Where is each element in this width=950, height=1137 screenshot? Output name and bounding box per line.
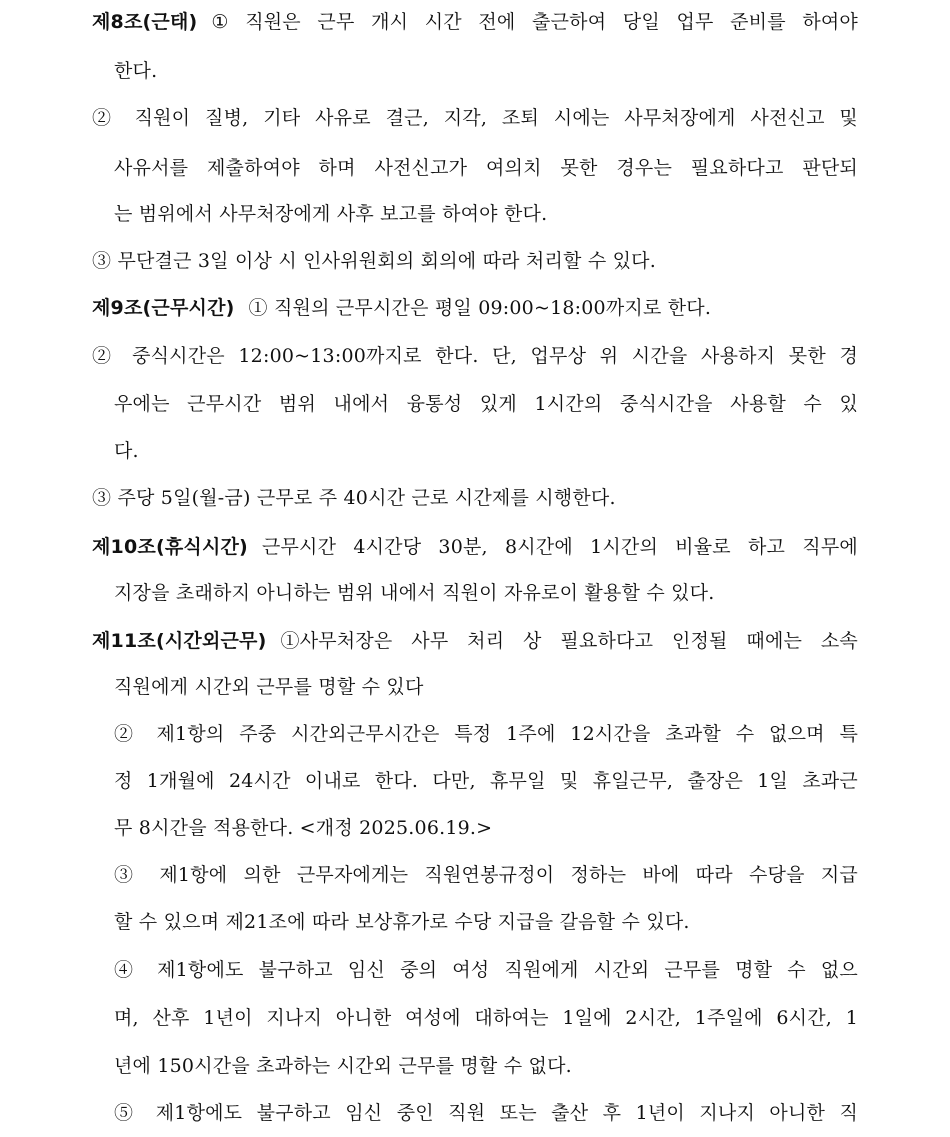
word: 시간 bbox=[424, 11, 462, 33]
article-11-p4-line-1: ④ 제1항에도 불구하고 임신 중의 여성 직원에게 시간외 근무를 명할 수 없으 bbox=[114, 959, 858, 981]
word: 준비를 bbox=[730, 11, 786, 33]
article-11-p3-line-1: ③ 제1항에 의한 근무자에게는 직원연봉규정이 정하는 바에 따라 수당을 지급 bbox=[114, 864, 858, 886]
word: 직무에 bbox=[802, 536, 858, 558]
article-8-p2-line-1: ② 직원이 질병, 기타 사유로 결근, 지각, 조퇴 시에는 사무처장에게 사전신고 및 bbox=[92, 107, 858, 129]
word: 업무 bbox=[676, 11, 714, 33]
article-9-p2-line-1: ② 중식시간은 12:00~13:00까지로 한다. 단, 업무상 위 시간을 사용하지 못한 경 bbox=[92, 345, 858, 367]
word: 30분, bbox=[438, 536, 488, 558]
word: 소속 bbox=[820, 630, 858, 652]
article-10-p1-text bbox=[262, 534, 858, 560]
word: 하고 bbox=[748, 536, 786, 558]
article-11-p4-line-3: 년에 150시간을 초과하는 시간외 근무를 명할 수 없다. bbox=[114, 1055, 572, 1077]
article-11-line-2: 직원에게 시간외 근무를 명할 수 있다 bbox=[114, 676, 424, 698]
article-10-line-1 bbox=[92, 534, 858, 560]
article-8-line-1 bbox=[92, 9, 858, 35]
word: 출근하여 bbox=[532, 11, 607, 33]
article-11-p2-line-1: ② 제1항의 주중 시간외근무시간은 특정 1주에 12시간을 초과할 수 없으며 특 bbox=[114, 723, 858, 745]
article-10-heading: 제10조(휴식시간) bbox=[92, 536, 248, 558]
word: 직원은 bbox=[245, 11, 301, 33]
article-8-heading: 제8조(근태) bbox=[92, 11, 198, 33]
article-8-p2-line-3: 는 범위에서 사무처장에게 사후 보고를 하여야 한다. bbox=[114, 203, 548, 225]
word: 당일 bbox=[622, 11, 660, 33]
word: 하여야 bbox=[802, 11, 858, 33]
article-9-p3-line-1: ③ 주당 5일(월-금) 근무로 주 40시간 근로 시간제를 시행한다. bbox=[92, 487, 616, 509]
word: 1시간의 bbox=[590, 536, 659, 558]
article-11-p5-line-1: ⑤ 제1항에도 불구하고 임신 중인 직원 또는 출산 후 1년이 지나지 아니한 직 bbox=[114, 1102, 858, 1124]
article-9-p2-line-3: 다. bbox=[114, 440, 139, 462]
article-11-p4-line-2: 며, 산후 1년이 지나지 아니한 여성에 대하여는 1일에 2시간, 1주일에 6시간, 1 bbox=[114, 1007, 858, 1029]
word: 때에는 bbox=[746, 630, 803, 652]
word: 사무 bbox=[411, 630, 449, 652]
article-9-line-1 bbox=[92, 295, 711, 321]
article-11-p3-line-2: 할 수 있으며 제21조에 따라 보상휴가로 수당 지급을 갈음할 수 있다. bbox=[114, 911, 690, 933]
word: 인정될 bbox=[671, 630, 728, 652]
word: 전에 bbox=[478, 11, 516, 33]
word: 8시간에 bbox=[504, 536, 573, 558]
article-8-p2-line-2: 사유서를 제출하여야 하며 사전신고가 여의치 못한 경우는 필요하다고 판단되 bbox=[114, 157, 858, 179]
article-9-p1-text: ① 직원의 근무시간은 평일 09:00~18:00까지로 한다. bbox=[248, 297, 712, 319]
word: 비율로 bbox=[675, 536, 731, 558]
word: 4시간당 bbox=[353, 536, 422, 558]
word: 필요하다고 bbox=[560, 630, 654, 652]
word: ① bbox=[211, 11, 229, 33]
word: 개시 bbox=[371, 11, 409, 33]
word: ①사무처장은 bbox=[280, 630, 393, 652]
article-9-p2-line-2: 우에는 근무시간 범위 내에서 융통성 있게 1시간의 중식시간을 사용할 수 있 bbox=[114, 393, 858, 415]
word: 처리 bbox=[467, 630, 505, 652]
article-11-p1-text bbox=[281, 628, 859, 654]
article-8-p1-text bbox=[211, 9, 858, 35]
article-11-p2-line-2: 정 1개월에 24시간 이내로 한다. 다만, 휴무일 및 휴일근무, 출장은 1일 초과근 bbox=[114, 770, 858, 792]
article-9-heading: 제9조(근무시간) bbox=[92, 297, 235, 319]
article-10-line-2: 지장을 초래하지 아니하는 범위 내에서 직원이 자유로이 활용할 수 있다. bbox=[114, 582, 715, 604]
word: 상 bbox=[523, 630, 542, 652]
article-8-p3-line-1: ③ 무단결근 3일 이상 시 인사위원회의 회의에 따라 처리할 수 있다. bbox=[92, 250, 656, 272]
word: 근무시간 bbox=[261, 536, 337, 558]
article-11-heading: 제11조(시간외근무) bbox=[92, 630, 267, 652]
word: 근무 bbox=[317, 11, 355, 33]
article-11-line-1 bbox=[92, 628, 858, 654]
article-11-p2-line-3: 무 8시간을 적용한다. <개정 2025.06.19.> bbox=[114, 817, 493, 839]
article-8-line-2: 한다. bbox=[114, 60, 158, 82]
